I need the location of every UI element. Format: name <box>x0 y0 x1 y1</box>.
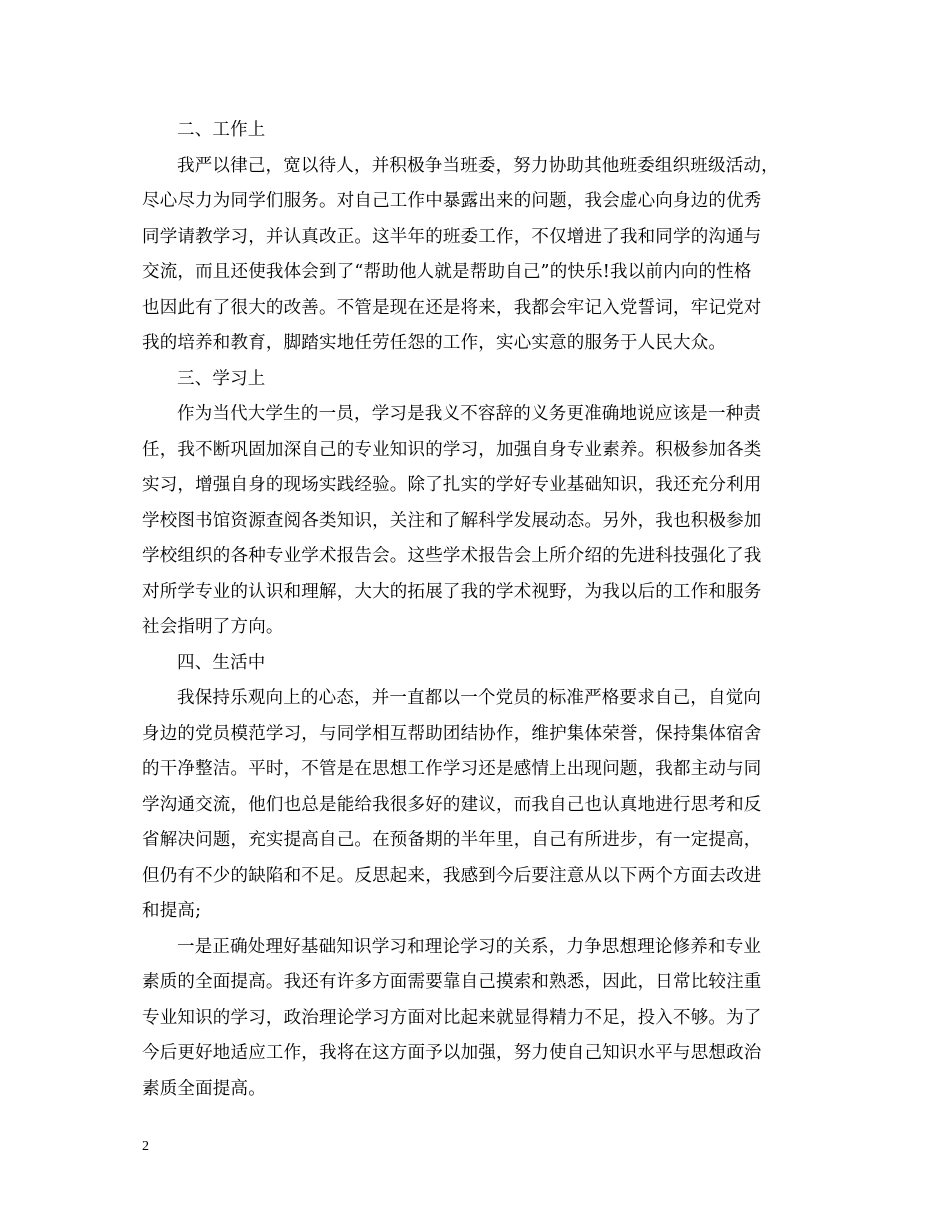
text-line: 的干净整洁。平时，不管是在思想工作学习还是感情上出现问题，我都主动与同 <box>142 759 762 779</box>
text-line: 和提高; <box>142 901 202 921</box>
text-line: 专业知识的学习，政治理论学习方面对比起来就显得精力不足，投入不够。为了 <box>142 1007 762 1028</box>
text-line: 我的培养和教育，脚踏实地任劳任怨的工作，实心实意的服务于人民大众。 <box>142 333 727 353</box>
text-line: 四、生活中 <box>177 652 266 673</box>
text-line: 学沟通交流，他们也总是能给我很多好的建议，而我自己也认真地进行思考和反 <box>142 794 762 815</box>
text-line: 三、学习上 <box>177 368 266 389</box>
text-line: 我严以律己，宽以待人，并积极争当班委，努力协助其他班委组织班级活动， <box>177 155 779 176</box>
text-line: 学校图书馆资源查阅各类知识，关注和了解科学发展动态。另外，我也积极参加 <box>142 510 762 531</box>
text-line: 实习，增强自身的现场实践经验。除了扎实的学好专业基础知识，我还充分利用 <box>142 475 762 495</box>
document-body <box>142 113 812 1107</box>
text-line: 学校组织的各种专业学术报告会。这些学术报告会上所介绍的先进科技强化了我 <box>142 546 762 566</box>
text-line: 省解决问题，充实提高自己。在预备期的半年里，自己有所进步，有一定提高， <box>142 830 762 850</box>
text-line: 素质全面提高。 <box>142 1078 266 1099</box>
text-line: 尽心尽力为同学们服务。对自己工作中暴露出来的问题，我会虚心向身边的优秀 <box>142 191 762 211</box>
text-line: 作为当代大学生的一员，学习是我义不容辞的义务更准确地说应该是一种责 <box>177 404 762 424</box>
text-line: 但仍有不少的缺陷和不足。反思起来，我感到今后要注意从以下两个方面去改进 <box>142 865 762 886</box>
text-line: 身边的党员模范学习，与同学相互帮助团结协作，维护集体荣誉，保持集体宿舍 <box>142 723 762 744</box>
text-line: 对所学专业的认识和理解，大大的拓展了我的学术视野，为我以后的工作和服务 <box>142 581 762 602</box>
page-number: 2 <box>142 1139 149 1154</box>
text-line: 也因此有了很大的改善。不管是现在还是将来，我都会牢记入党誓词，牢记党对 <box>142 297 762 318</box>
text-line: 一是正确处理好基础知识学习和理论学习的关系，力争思想理论修养和专业 <box>177 936 762 957</box>
text-line: 同学请教学习，并认真改正。这半年的班委工作，不仅增进了我和同学的沟通与 <box>142 226 762 247</box>
text-line: 任，我不断巩固加深自己的专业知识的学习，加强自身专业素养。积极参加各类 <box>142 439 762 460</box>
text-line: 社会指明了方向。 <box>142 617 284 637</box>
text-line: 素质的全面提高。我还有许多方面需要靠自己摸索和熟悉，因此，日常比较注重 <box>142 972 762 992</box>
text-line: 交流，而且还使我体会到了“帮助他人就是帮助自己”的快乐!我以前内向的性格 <box>142 262 752 282</box>
text-line: 我保持乐观向上的心态，并一直都以一个党员的标准严格要求自己，自觉向 <box>177 688 762 708</box>
text-line: 二、工作上 <box>177 120 266 140</box>
text-line: 今后更好地适应工作，我将在这方面予以加强，努力使自己知识水平与思想政治 <box>142 1043 762 1063</box>
